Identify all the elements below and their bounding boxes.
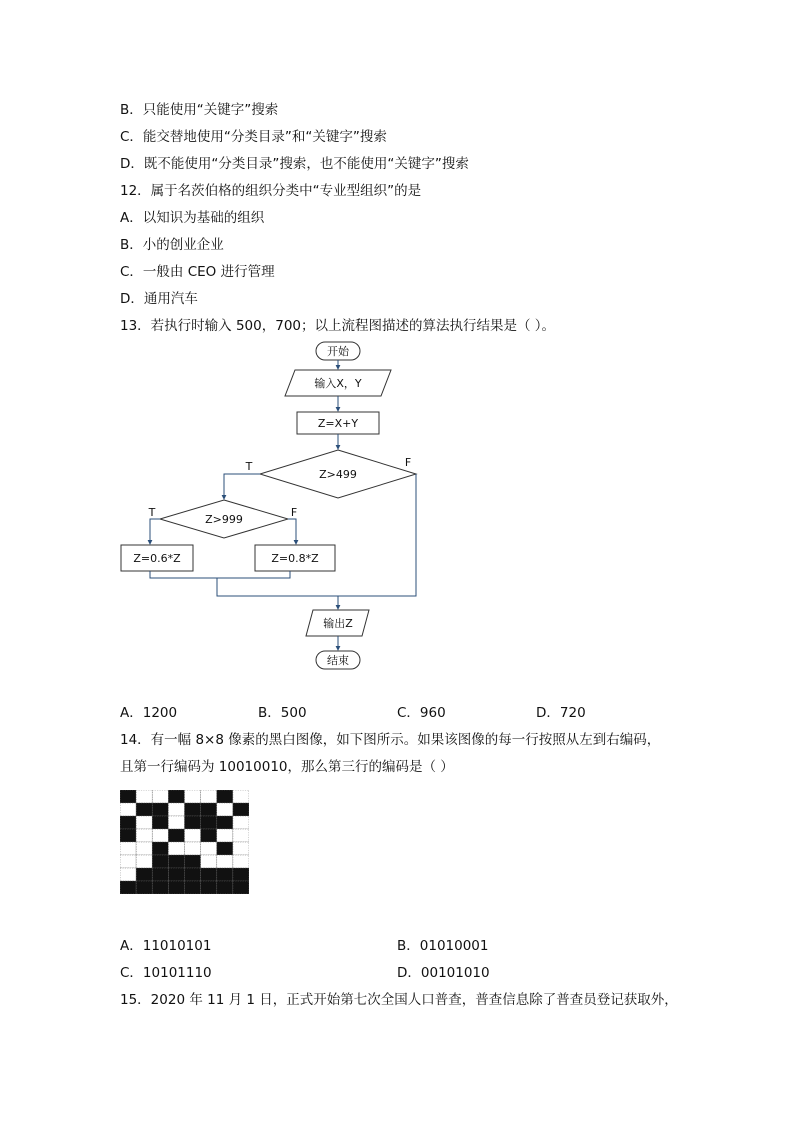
pixel-cell — [201, 842, 217, 855]
flow-assign-label: Z=X+Y — [317, 417, 359, 430]
pixel-cell — [136, 803, 152, 816]
q11-option-b: B．只能使用“关键字”搜索 — [120, 102, 279, 118]
pixel-cell — [185, 790, 201, 803]
q12-option-d: D．通用汽车 — [120, 291, 198, 307]
pixel-cell — [136, 868, 152, 881]
q15-stem: 15．2020 年 11 月 1 日，正式开始第七次全国人口普查，普查信息除了普查员登记获取外， — [120, 992, 678, 1008]
q13-option-c: C．960 — [397, 705, 446, 721]
pixel-cell — [168, 881, 184, 894]
pixel-cell — [233, 816, 249, 829]
q12-option-a: A．以知识为基础的组织 — [120, 210, 265, 226]
pixel-cell — [120, 816, 136, 829]
pixel-cell — [185, 803, 201, 816]
pixel-cell — [120, 868, 136, 881]
pixel-cell — [233, 868, 249, 881]
pixel-cell — [185, 881, 201, 894]
pixel-cell — [136, 881, 152, 894]
pixel-cell — [120, 842, 136, 855]
flow-decision1-label: Z>499 — [319, 468, 357, 481]
pixel-cell — [152, 881, 168, 894]
pixel-image-grid — [120, 790, 249, 894]
pixel-cell — [136, 855, 152, 868]
flow-end-label: 结束 — [327, 654, 349, 667]
q14-option-a: A．11010101 — [120, 938, 212, 954]
pixel-cell — [168, 842, 184, 855]
q14-option-b: B．01010001 — [397, 938, 489, 954]
pixel-cell — [217, 829, 233, 842]
pixel-cell — [217, 868, 233, 881]
pixel-cell — [152, 816, 168, 829]
pixel-cell — [168, 829, 184, 842]
pixel-cell — [185, 816, 201, 829]
pixel-cell — [152, 829, 168, 842]
pixel-cell — [152, 790, 168, 803]
pixel-cell — [185, 829, 201, 842]
flow-d1-false-label: F — [404, 456, 412, 469]
pixel-cell — [201, 868, 217, 881]
pixel-cell — [201, 803, 217, 816]
pixel-cell — [136, 829, 152, 842]
flow-d2-true-label: T — [148, 506, 156, 519]
pixel-cell — [168, 803, 184, 816]
q12-option-b: B．小的创业企业 — [120, 237, 224, 253]
q14-option-d: D．00101010 — [397, 965, 490, 981]
pixel-cell — [217, 842, 233, 855]
pixel-cell — [201, 829, 217, 842]
pixel-cell — [185, 868, 201, 881]
pixel-cell — [120, 790, 136, 803]
flow-input-label: 输入X，Y — [314, 377, 362, 390]
flow-output-label: 输出Z — [323, 617, 353, 630]
q14-option-c: C．10101110 — [120, 965, 212, 981]
pixel-cell — [168, 790, 184, 803]
pixel-cell — [136, 842, 152, 855]
pixel-cell — [201, 790, 217, 803]
pixel-cell — [120, 855, 136, 868]
q13-option-d: D．720 — [536, 705, 586, 721]
q13-option-b: B．500 — [258, 705, 307, 721]
pixel-cell — [120, 829, 136, 842]
pixel-cell — [233, 881, 249, 894]
flow-start-label: 开始 — [327, 345, 349, 358]
flow-d1-true-label: T — [245, 460, 253, 473]
pixel-cell — [217, 790, 233, 803]
q13-option-a: A．1200 — [120, 705, 178, 721]
pixel-cell — [217, 816, 233, 829]
pixel-cell — [152, 855, 168, 868]
flow-d2-false-label: F — [290, 506, 298, 519]
q11-option-c: C．能交替地使用“分类目录”和“关键字”搜索 — [120, 129, 387, 145]
flow-left-box-label: Z=0.6*Z — [133, 552, 181, 565]
pixel-cell — [168, 868, 184, 881]
pixel-cell — [233, 829, 249, 842]
pixel-cell — [201, 881, 217, 894]
q11-option-d: D．既不能使用“分类目录”搜索，也不能使用“关键字”搜索 — [120, 156, 469, 172]
q14-stem-line2: 且第一行编码为 10010010，那么第三行的编码是（ ） — [120, 759, 454, 775]
pixel-cell — [185, 855, 201, 868]
pixel-cell — [152, 803, 168, 816]
flowchart — [0, 335, 794, 695]
pixel-cell — [217, 803, 233, 816]
q13-stem: 13．若执行时输入 500，700；以上流程图描述的算法执行结果是（ ）。 — [120, 318, 556, 334]
pixel-cell — [217, 855, 233, 868]
pixel-cell — [168, 816, 184, 829]
pixel-cell — [168, 855, 184, 868]
pixel-cell — [233, 790, 249, 803]
pixel-cell — [233, 855, 249, 868]
pixel-cell — [233, 842, 249, 855]
q12-option-c: C．一般由 CEO 进行管理 — [120, 264, 275, 280]
pixel-cell — [185, 842, 201, 855]
pixel-cell — [136, 816, 152, 829]
pixel-cell — [120, 881, 136, 894]
pixel-cell — [201, 816, 217, 829]
pixel-cell — [217, 881, 233, 894]
pixel-cell — [120, 803, 136, 816]
q14-stem-line1: 14．有一幅 8×8 像素的黑白图像，如下图所示。如果该图像的每一行按照从左到右编码， — [120, 732, 661, 748]
pixel-cell — [233, 803, 249, 816]
pixel-cell — [152, 868, 168, 881]
pixel-cell — [201, 855, 217, 868]
pixel-cell — [136, 790, 152, 803]
flow-decision2-label: Z>999 — [205, 513, 243, 526]
pixel-cell — [152, 842, 168, 855]
q12-stem: 12．属于名茨伯格的组织分类中“专业型组织”的是 — [120, 183, 422, 199]
flow-right-box-label: Z=0.8*Z — [271, 552, 319, 565]
